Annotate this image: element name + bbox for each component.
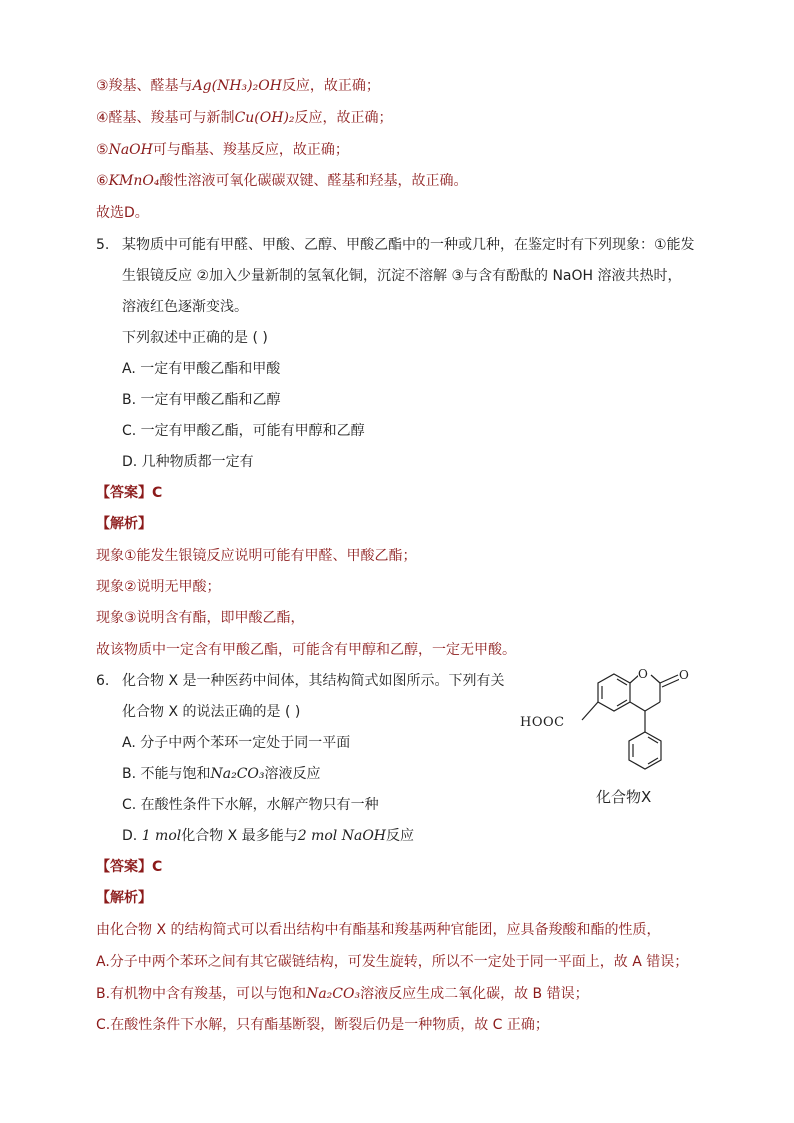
prev-line-3-text: ③羧基、醛基与 (96, 78, 193, 94)
q5-analysis-line-1: 现象①能发生银镜反应说明可能有甲醛、甲酸乙酯； (96, 548, 417, 564)
structure-figure (510, 660, 710, 815)
q6-stem-line-1: 化合物 X 是一种医药中间体，其结构简式如图所示。下列有关 (122, 673, 505, 689)
fused-benzene-ring (598, 674, 630, 711)
prev-line-5-tail: 可与酯基、羧基反应，故正确； (152, 142, 349, 158)
prev-line-3-tail: 反应，故正确； (281, 78, 380, 94)
q6-option-c: C. 在酸性条件下水解，水解产物只有一种 (122, 797, 379, 813)
q6-analysis-line-3-formula: Na₂CO₃ (306, 986, 361, 1002)
figure-caption: 化合物X (596, 788, 652, 806)
prev-line-5 (96, 140, 349, 160)
q6-analysis-line-2: A.分子中两个苯环之间有其它碳链结构，可发生旋转，所以不一定处于同一平面上，故 A 错误； (96, 954, 689, 970)
q5-analysis-line-4: 故该物质中一定含有甲酸乙酯，可能含有甲醇和乙醇，一定无甲酸。 (96, 642, 516, 658)
q5-stem-line-2: 生银镜反应 ②加入少量新制的氢氧化铜，沉淀不溶解 ③与含有酚酞的 NaOH 溶液共热时， (122, 268, 682, 284)
prev-line-6-formula: KMnO₄ (108, 173, 160, 189)
q6-analysis-line-1: 由化合物 X 的结构简式可以看出结构中有酯基和羧基两种官能团，应具备羧酸和酯的性质， (96, 922, 661, 938)
q6-option-d-amount: 1 mol (141, 828, 182, 844)
q5-option-b: B. 一定有甲酸乙酯和乙醇 (122, 392, 281, 408)
phenyl-ring (629, 732, 661, 769)
q5-prompt: 下列叙述中正确的是 ( ) (122, 330, 268, 346)
carbonyl-oxygen-label: O (679, 668, 689, 682)
carboxyl-group-label: HOOC (520, 715, 565, 730)
q6-option-b-text: B. 不能与饱和 (122, 766, 211, 782)
prev-line-3 (96, 76, 380, 96)
q6-option-d-text: 化合物 X 最多能与 (181, 828, 298, 844)
prev-line-6-text: ⑥ (96, 173, 109, 189)
prev-line-4-formula: Cu(OH)₂ (234, 110, 295, 126)
ring-oxygen-label: O (638, 667, 648, 681)
prev-line-4-text: ④醛基、羧基可与新制 (96, 110, 235, 126)
q5-analysis-line-3: 现象③说明含有酯，即甲酸乙酯， (96, 610, 305, 626)
q6-number: 6. (96, 673, 110, 689)
prev-line-5-formula: NaOH (108, 142, 153, 158)
q6-option-d-tail: 反应 (386, 828, 415, 844)
prev-line-3-formula: Ag(NH₃)₂OH (192, 78, 282, 94)
q6-option-b-tail: 溶液反应 (264, 766, 321, 782)
q5-option-a: A. 一定有甲酸乙酯和甲酸 (122, 361, 281, 377)
prev-line-6 (96, 171, 467, 191)
q5-stem-line-1: 某物质中可能有甲醛、甲酸、乙醇、甲酸乙酯中的一种或几种，在鉴定时有下列现象：①能发 (122, 237, 695, 253)
prev-line-4 (96, 108, 393, 128)
q6-option-d (122, 826, 414, 846)
q5-stem-line-3: 溶液红色逐渐变浅。 (122, 299, 248, 315)
q5-option-c: C. 一定有甲酸乙酯，可能有甲醇和乙醇 (122, 423, 365, 439)
prev-line-5-text: ⑤ (96, 142, 109, 158)
q5-option-d: D. 几种物质都一定有 (122, 454, 254, 470)
q6-analysis-line-4: C.在酸性条件下水解，只有酯基断裂，断裂后仍是一种物质，故 C 正确； (96, 1017, 549, 1033)
q5-analysis-label: 【解析】 (96, 516, 152, 532)
q6-analysis-line-3-tail: 溶液反应生成二氧化碳，故 B 错误； (360, 986, 589, 1002)
q6-option-d-reagent: 2 mol NaOH (297, 828, 387, 844)
q6-analysis-line-3-text: B.有机物中含有羧基，可以与饱和 (96, 986, 307, 1002)
q6-option-b (122, 764, 321, 784)
q6-option-a: A. 分子中两个苯环一定处于同一平面 (122, 735, 351, 751)
q5-analysis-line-2: 现象②说明无甲酸； (96, 579, 221, 595)
q5-number: 5. (96, 237, 110, 253)
q6-analysis-line-3 (96, 984, 589, 1004)
q6-option-b-formula: Na₂CO₃ (210, 766, 265, 782)
prev-line-4-tail: 反应，故正确； (294, 110, 393, 126)
q5-answer: 【答案】C (96, 485, 163, 501)
prev-line-6-tail: 酸性溶液可氧化碳碳双键、醛基和羟基，故正确。 (159, 173, 468, 189)
q6-answer: 【答案】C (96, 859, 163, 875)
prev-conclusion: 故选D。 (96, 205, 149, 221)
q6-stem-line-2: 化合物 X 的说法正确的是 ( ) (122, 704, 301, 720)
q6-analysis-label: 【解析】 (96, 890, 152, 906)
q6-option-d-label: D. (122, 828, 138, 844)
